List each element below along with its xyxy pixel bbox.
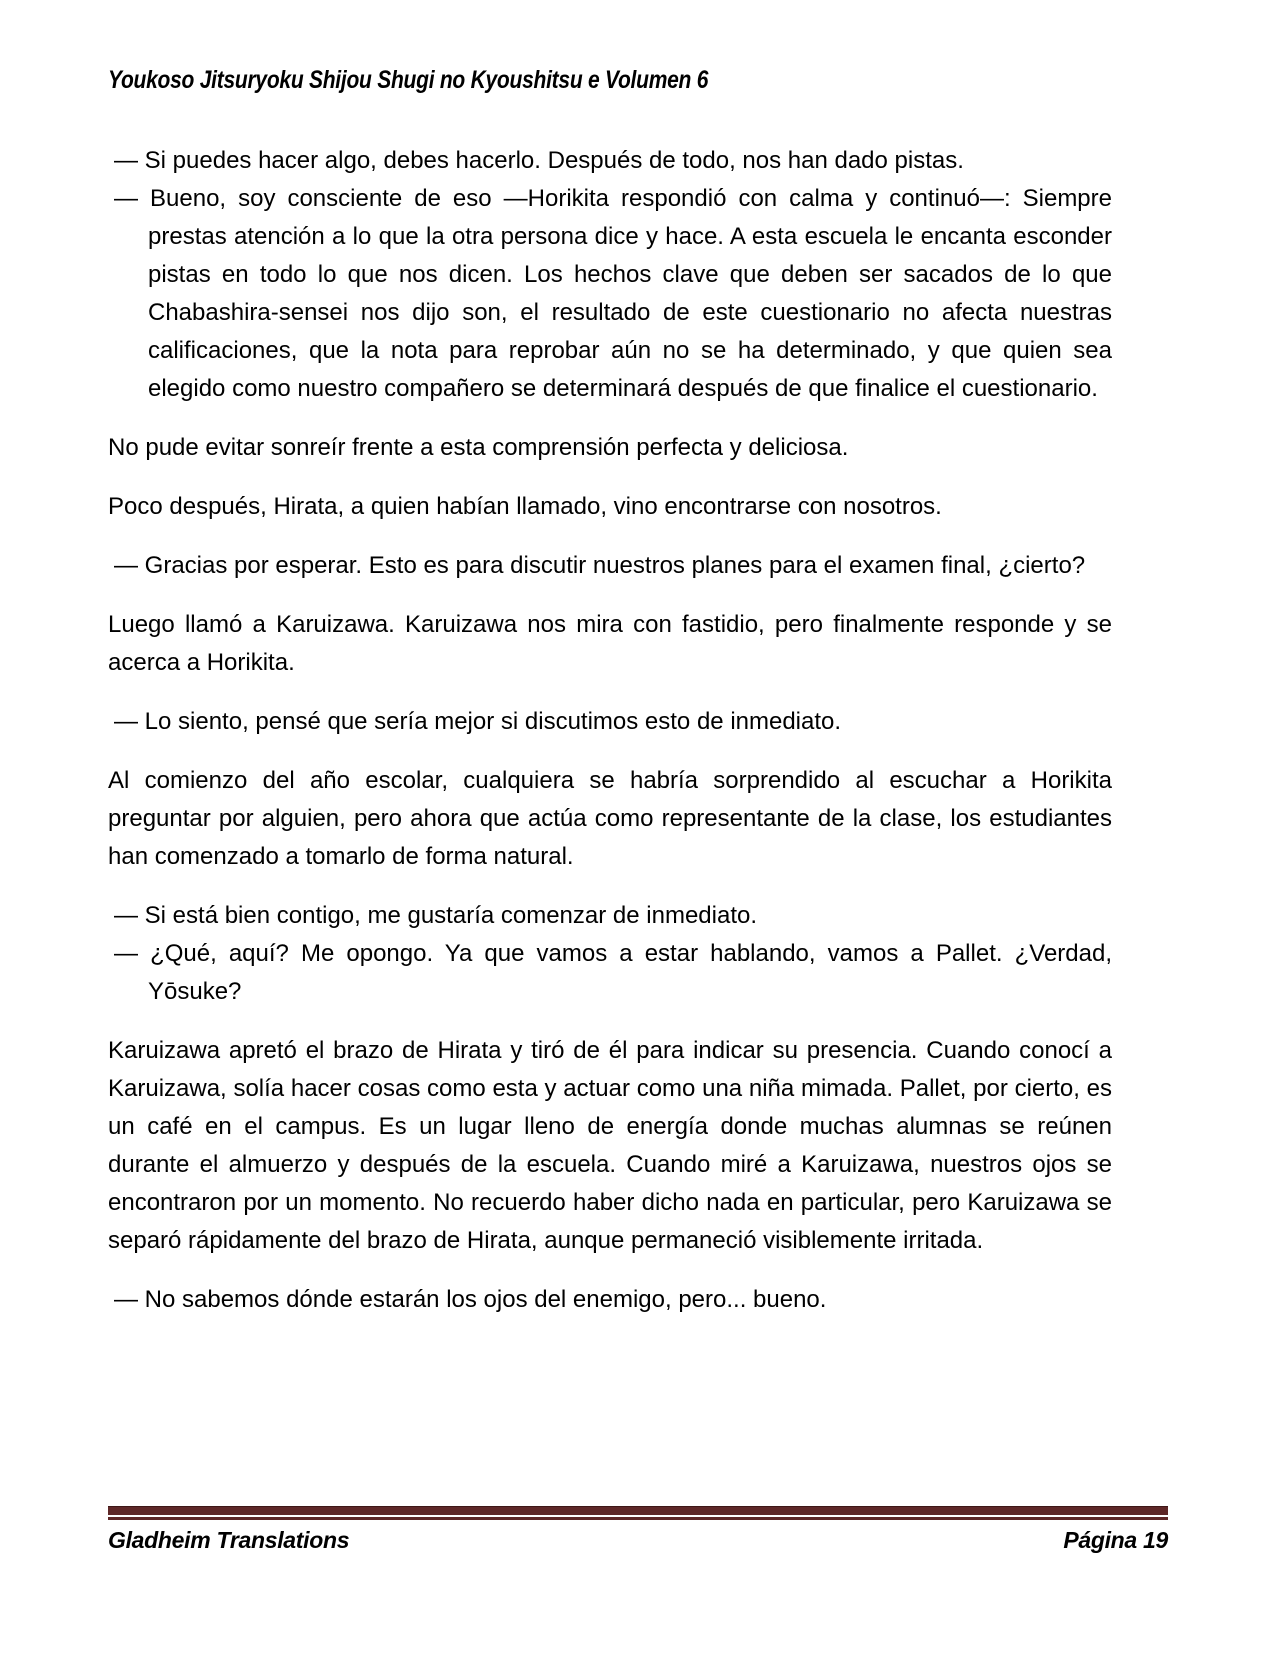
narration-block <box>108 762 1112 876</box>
dialogue-line: — Bueno, soy consciente de eso —Horikita respondió con calma y continuó—: Siempre prestas atención a lo que la otra persona dice y hace. A esta escuela le encanta esconder pistas en todo lo que nos dicen. Los hechos clave que deben ser sacados de lo que Chabashira-sensei nos dijo son, el resultado de este cuestionario no afecta nuestras calificaciones, que la nota para reprobar aún no se ha determinado, y que quien sea elegido como nuestro compañero se determinará después de que finalice el cuestionario. <box>114 185 1112 402</box>
translator-credit: Gladheim Translations <box>108 1527 350 1553</box>
dialogue-block <box>108 142 1112 408</box>
footer-rule-thick <box>108 1506 1168 1515</box>
page-number: Página 19 <box>1063 1527 1168 1553</box>
narration-block <box>108 488 1112 526</box>
dialogue-line: — No sabemos dónde estarán los ojos del enemigo, pero... bueno. <box>114 1286 827 1313</box>
narration-paragraph: No pude evitar sonreír frente a esta comprensión perfecta y deliciosa. <box>108 434 849 461</box>
dialogue-line: — Si está bien contigo, me gustaría comenzar de inmediato. <box>114 902 758 929</box>
dialogue-block <box>108 703 1112 741</box>
narration-paragraph: Karuizawa apretó el brazo de Hirata y tiró de él para indicar su presencia. Cuando conocí a Karuizawa, solía hacer cosas como esta y actuar como una niña mimada. Pallet, por cierto, es un café en el campus. Es un lugar lleno de energía donde muchas alumnas se reúnen durante el almuerzo y después de la escuela. Cuando miré a Karuizawa, nuestros ojos se encontraron por un momento. No recuerdo haber dicho nada en particular, pero Karuizawa se separó rápidamente del brazo de Hirata, aunque permaneció visiblemente irritada. <box>108 1037 1112 1254</box>
dialogue-block <box>108 897 1112 1011</box>
dialogue-line: — Si puedes hacer algo, debes hacerlo. Después de todo, nos han dado pistas. <box>114 147 964 174</box>
page-footer <box>108 1506 1168 1554</box>
page-header <box>108 66 1168 95</box>
volume-title: Youkoso Jitsuryoku Shijou Shugi no Kyoushitsu e Volumen 6 <box>108 66 709 94</box>
dialogue-line: — Gracias por esperar. Esto es para discutir nuestros planes para el examen final, ¿cierto? <box>114 552 1086 579</box>
dialogue-block <box>108 547 1112 585</box>
narration-block <box>108 429 1112 467</box>
narration-block <box>108 1032 1112 1260</box>
narration-paragraph: Poco después, Hirata, a quien habían llamado, vino encontrarse con nosotros. <box>108 493 942 520</box>
dialogue-line: — Lo siento, pensé que sería mejor si discutimos esto de inmediato. <box>114 708 842 735</box>
narration-block <box>108 606 1112 682</box>
narration-paragraph: Al comienzo del año escolar, cualquiera se habría sorprendido al escuchar a Horikita preguntar por alguien, pero ahora que actúa como representante de la clase, los estudiantes han comenzado a tomarlo de forma natural. <box>108 767 1112 870</box>
narration-paragraph: Luego llamó a Karuizawa. Karuizawa nos mira con fastidio, pero finalmente responde y se acerca a Horikita. <box>108 611 1112 676</box>
footer-rule-thin <box>108 1517 1168 1520</box>
dialogue-line: — ¿Qué, aquí? Me opongo. Ya que vamos a estar hablando, vamos a Pallet. ¿Verdad, Yōsuke? <box>114 940 1112 1005</box>
dialogue-block <box>108 1281 1112 1319</box>
body-text <box>108 142 1112 1340</box>
